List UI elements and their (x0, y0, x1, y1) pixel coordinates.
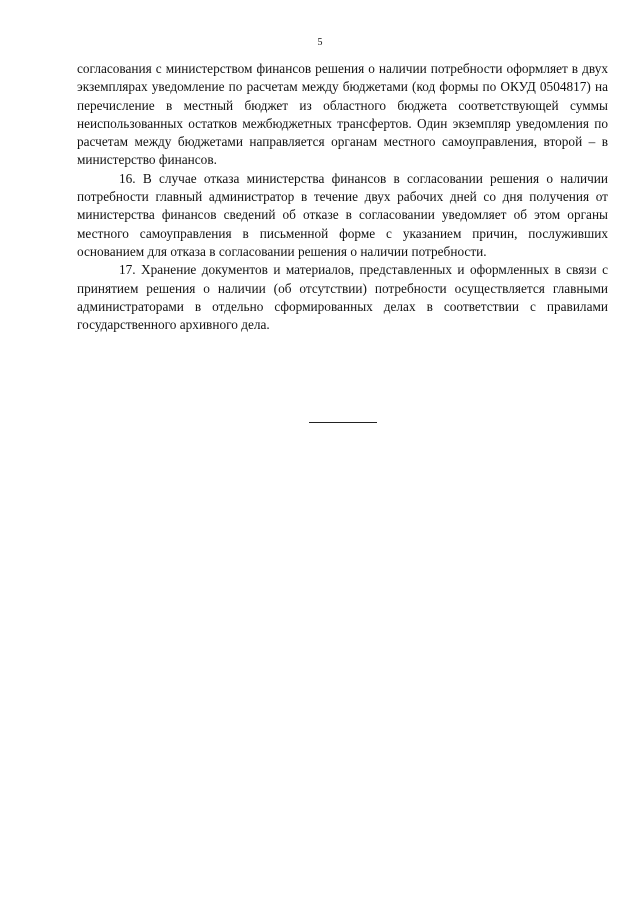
paragraph-16: 16. В случае отказа министерства финансов в согласовании решения о наличии потребности главный администратор в течение двух рабочих дней со дня получения от министерства финансов сведений об отказе в согласовании уведомляет об этом органы местного самоуправления в письменной форме с указанием причин, послуживших основанием для отказа в согласовании решения о наличии потребности. (77, 170, 608, 259)
paragraph-17: 17. Хранение документов и материалов, представленных и оформленных в связи с принятием решения о наличии (об отсутствии) потребности осуществляется главными администраторами в отдельно сформированных делах в соответствии с правилами государственного архивного дела. (77, 262, 608, 333)
paragraph-continuation: согласования с министерством финансов решения о наличии потребности оформляет в двух экземплярах уведомление по расчетам между бюджетами (код формы по ОКУД 0504817) на перечисление в местный бюджет из областного бюджета соответствующей суммы неиспользованных остатков межбюджетных трансфертов. Один экземпляр уведомления по расчетам между бюджетами направляется органам местного самоуправления, второй – в министерство финансов. (77, 61, 608, 168)
end-of-document-rule (309, 422, 377, 423)
page-number: 5 (317, 37, 323, 48)
document-body (77, 60, 608, 334)
